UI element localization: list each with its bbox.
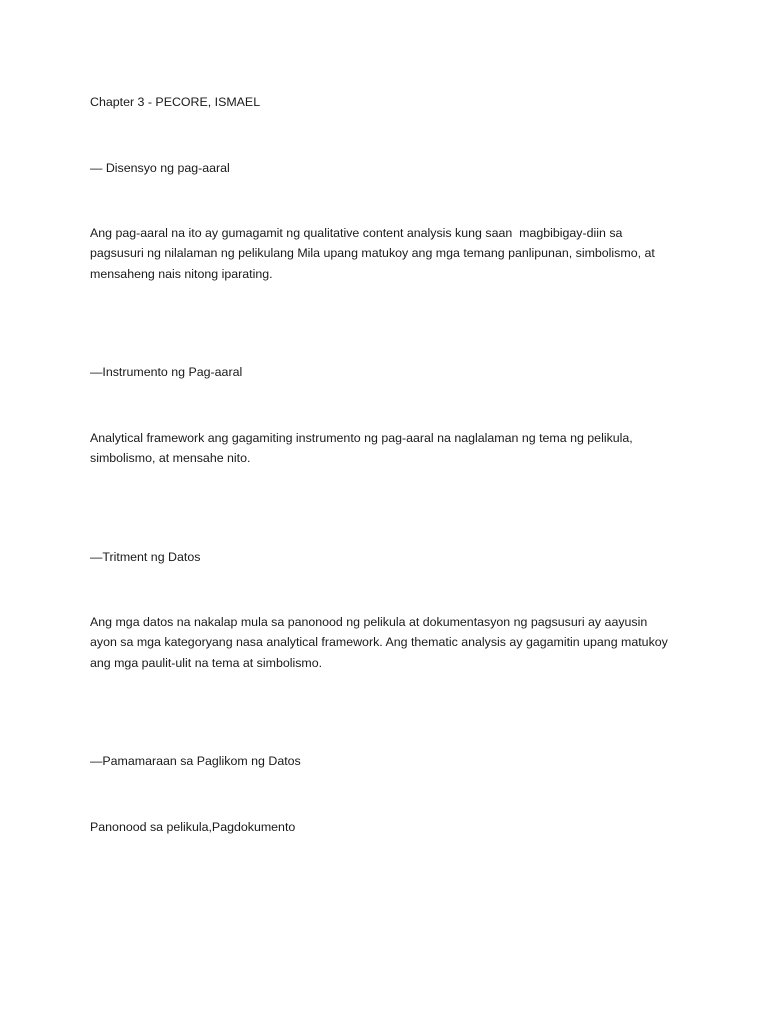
section-body-tritment bbox=[90, 612, 690, 673]
section-body-disensyo bbox=[90, 223, 690, 284]
body-line: Ang mga datos na nakalap mula sa panonood ng pelikula at dokumentasyon ng pagsusuri ay aayusin bbox=[90, 615, 648, 629]
body-line: Analytical framework ang gagamiting instrumento ng pag-aaral na naglalaman ng tema ng pelikula, bbox=[90, 431, 633, 445]
body-line: mensaheng nais nitong iparating. bbox=[90, 266, 273, 281]
section-body-instrumento bbox=[90, 428, 690, 469]
document-title: Chapter 3 - PECORE, ISMAEL bbox=[90, 95, 261, 109]
body-line: pagsusuri ng nilalaman ng pelikulang Mila upang matukoy ang mga temang panlipunan, simbolismo, at bbox=[90, 246, 655, 261]
section-heading-disensyo: — Disensyo ng pag-aaral bbox=[90, 161, 230, 175]
body-line: simbolismo, at mensahe nito. bbox=[90, 451, 251, 466]
section-heading-instrumento: —Instrumento ng Pag-aaral bbox=[90, 365, 243, 379]
body-line: ayon sa mga kategoryang nasa analytical framework. Ang thematic analysis ay gagamitin upang matukoy bbox=[90, 635, 668, 650]
section-heading-tritment: —Tritment ng Datos bbox=[90, 550, 201, 564]
body-line: ang mga paulit-ulit na tema at simbolismo. bbox=[90, 655, 323, 670]
section-body-pamamaraan bbox=[90, 817, 690, 837]
body-line: Panonood sa pelikula,Pagdokumento bbox=[90, 820, 296, 834]
section-heading-pamamaraan: —Pamamaraan sa Paglikom ng Datos bbox=[90, 754, 301, 768]
body-line: Ang pag-aaral na ito ay gumagamit ng qualitative content analysis kung saan magbibigay-diin sa bbox=[90, 226, 623, 240]
